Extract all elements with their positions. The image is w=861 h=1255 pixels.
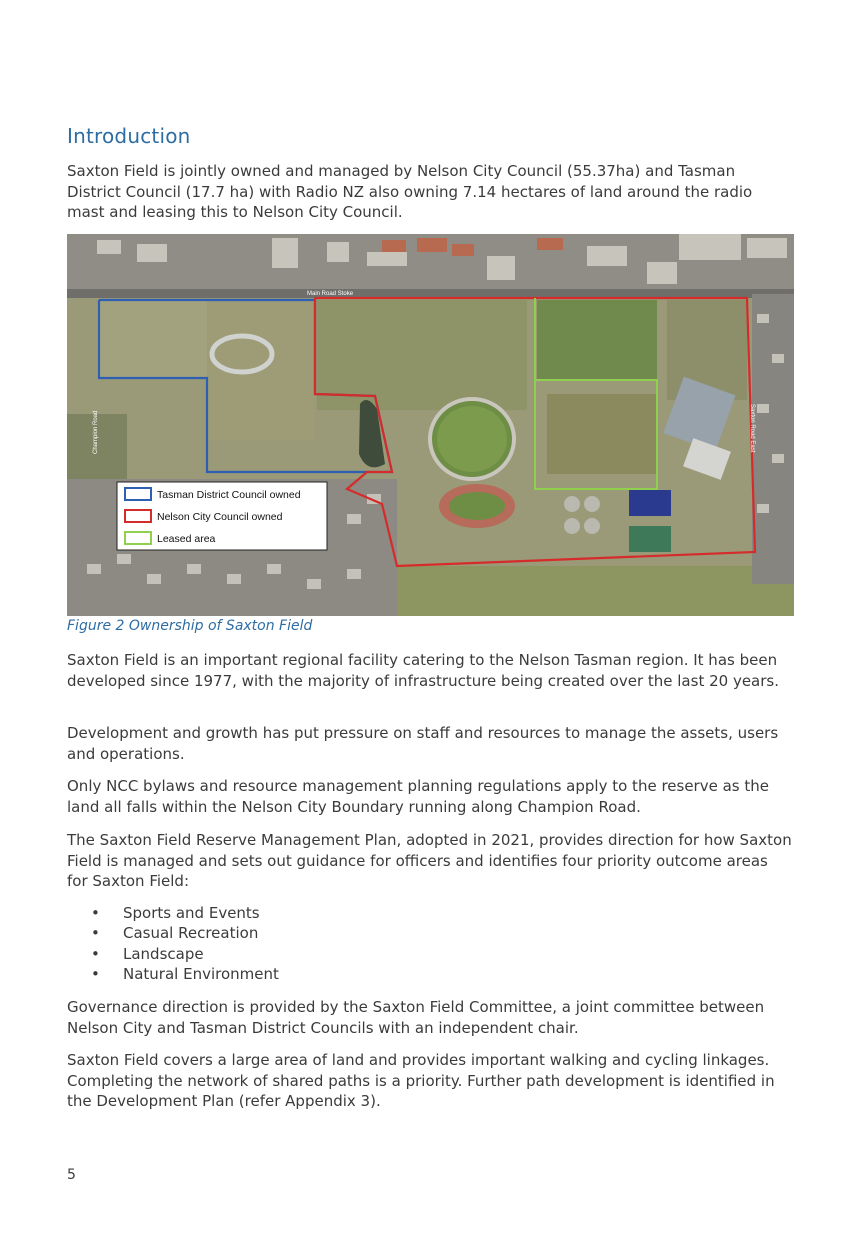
legend-swatch-leased [125, 532, 151, 544]
road-label-top: Main Road Stoke [307, 291, 354, 297]
main-road [67, 289, 794, 298]
road-label-left: Champion Road [93, 410, 99, 454]
paragraph-management-plan: The Saxton Field Reserve Management Plan, adopted in 2021, provides direction for how Saxton Field is managed and sets out guidance for officers and identifies four priority outcome areas for Saxton Field: [67, 831, 792, 890]
legend-label-leased: Leased area [157, 533, 216, 545]
road-label-right: Saxton Road East [749, 404, 755, 453]
page-number: 5 [67, 1167, 76, 1183]
legend-swatch-tasman [125, 488, 151, 500]
list-item: • Natural Environment [67, 964, 279, 984]
figure-caption: Figure 2 Ownership of Saxton Field [67, 618, 313, 634]
ownership-aerial-map [67, 234, 794, 616]
list-item: • Sports and Events [67, 903, 279, 923]
paragraph-governance: Governance direction is provided by the Saxton Field Committee, a joint committee between Nelson City and Tasman District Councils with an independent chair. [67, 998, 765, 1037]
paragraph-walking-cycling: Saxton Field covers a large area of land and provides important walking and cycling linkages. Completing the network of shared paths is a priority. Further path development is identified in the Development Plan (refer Appendix 3). [67, 1051, 775, 1110]
list-item: • Landscape [67, 944, 279, 964]
paragraph-regional-facility: Saxton Field is an important regional facility catering to the Nelson Tasman region. It has been developed since 1977, with the majority of infrastructure being created over the last 20 years. [67, 651, 779, 690]
legend-label-nelson: Nelson City Council owned [157, 511, 283, 523]
paragraph-bylaws: Only NCC bylaws and resource management planning regulations apply to the reserve as the land all falls within the Nelson City Boundary running along Champion Road. [67, 777, 769, 816]
list-item: • Casual Recreation [67, 923, 279, 943]
intro-paragraph: Saxton Field is jointly owned and managed by Nelson City Council (55.37ha) and Tasman District Council (17.7 ha) with Radio NZ also owning 7.14 hectares of land around the radio mast and leasing this to Nelson City Council. [67, 162, 753, 221]
paragraph-development-growth: Development and growth has put pressure on staff and resources to manage the assets, users and operations. [67, 724, 779, 763]
priority-outcome-list [67, 903, 279, 985]
map-legend [117, 482, 327, 550]
legend-label-tasman: Tasman District Council owned [157, 489, 301, 501]
section-heading: Introduction [67, 124, 191, 148]
legend-swatch-nelson [125, 510, 151, 522]
